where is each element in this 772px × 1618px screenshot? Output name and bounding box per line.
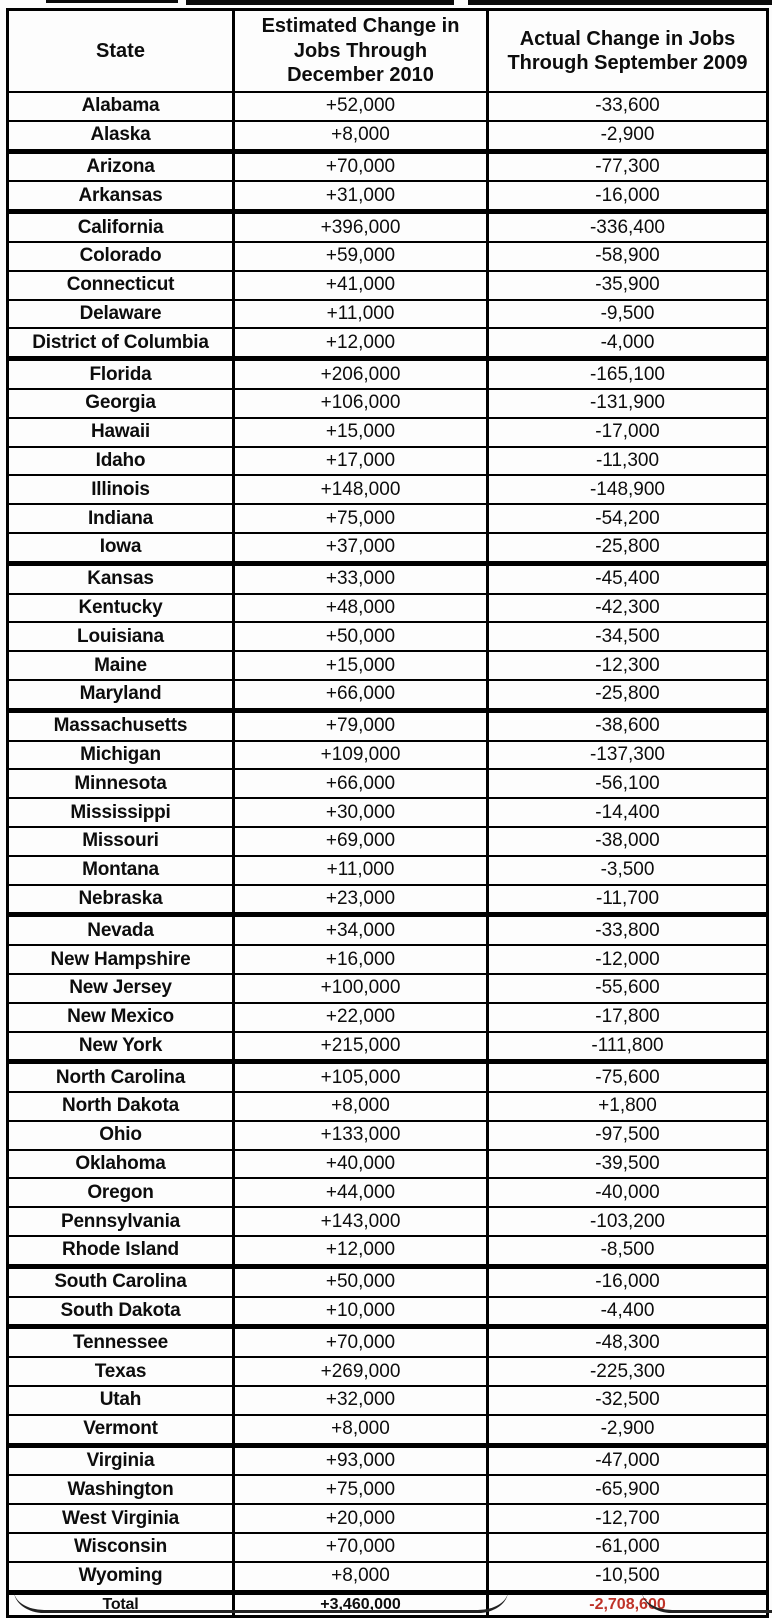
state-cell: Arkansas [8, 181, 234, 211]
state-cell: New Mexico [8, 1003, 234, 1032]
state-cell: Arizona [8, 151, 234, 181]
actual-cell: -38,000 [488, 827, 768, 856]
table-row [8, 328, 768, 358]
actual-cell: -75,600 [488, 1062, 768, 1092]
state-cell: Oklahoma [8, 1150, 234, 1179]
state-cell: Louisiana [8, 622, 234, 651]
estimated-cell: +15,000 [234, 651, 488, 680]
estimated-cell: +396,000 [234, 212, 488, 242]
estimated-cell: +17,000 [234, 447, 488, 476]
state-cell: North Dakota [8, 1092, 234, 1121]
state-cell: Texas [8, 1357, 234, 1386]
actual-cell: -12,000 [488, 945, 768, 974]
table-row [8, 1445, 768, 1475]
estimated-cell: +16,000 [234, 945, 488, 974]
estimated-cell: +8,000 [234, 1092, 488, 1121]
table-row [8, 1297, 768, 1327]
table-row [8, 475, 768, 504]
estimated-cell: +52,000 [234, 92, 488, 121]
estimated-cell: +37,000 [234, 533, 488, 563]
estimated-cell: +93,000 [234, 1445, 488, 1475]
estimated-cell: +32,000 [234, 1386, 488, 1415]
actual-cell: -47,000 [488, 1445, 768, 1475]
total-label-cell: Total [8, 1592, 234, 1616]
actual-cell: -8,500 [488, 1236, 768, 1266]
actual-cell: -54,200 [488, 504, 768, 533]
estimated-cell: +70,000 [234, 1327, 488, 1357]
actual-cell: -17,000 [488, 418, 768, 447]
table-row [8, 504, 768, 533]
state-cell: District of Columbia [8, 328, 234, 358]
estimated-cell: +41,000 [234, 271, 488, 300]
actual-cell: -55,600 [488, 974, 768, 1003]
estimated-cell: +10,000 [234, 1297, 488, 1327]
actual-cell: -32,500 [488, 1386, 768, 1415]
table-row [8, 1003, 768, 1032]
top-edge-artifact [46, 0, 178, 3]
estimated-cell: +34,000 [234, 915, 488, 945]
table-row [8, 710, 768, 740]
actual-cell: -9,500 [488, 300, 768, 329]
estimated-cell: +75,000 [234, 504, 488, 533]
table-row [8, 1504, 768, 1533]
column-header-actual: Actual Change in Jobs Through September 2009 [488, 10, 768, 93]
actual-cell: -131,900 [488, 389, 768, 418]
actual-cell: -12,300 [488, 651, 768, 680]
table-row [8, 1533, 768, 1562]
state-cell: Utah [8, 1386, 234, 1415]
jobs-change-table [6, 8, 769, 1618]
actual-cell: +1,800 [488, 1092, 768, 1121]
state-cell: Indiana [8, 504, 234, 533]
estimated-cell: +143,000 [234, 1207, 488, 1236]
actual-cell: -10,500 [488, 1562, 768, 1592]
state-cell: Washington [8, 1475, 234, 1504]
actual-cell: -3,500 [488, 856, 768, 885]
state-cell: Nevada [8, 915, 234, 945]
estimated-cell: +70,000 [234, 1533, 488, 1562]
state-cell: South Carolina [8, 1266, 234, 1296]
estimated-cell: +31,000 [234, 181, 488, 211]
estimated-cell: +50,000 [234, 622, 488, 651]
state-cell: Florida [8, 359, 234, 389]
table-row [8, 533, 768, 563]
state-cell: Minnesota [8, 769, 234, 798]
table-row [8, 92, 768, 121]
table-row [8, 1092, 768, 1121]
table-row [8, 769, 768, 798]
state-cell: New York [8, 1032, 234, 1062]
top-edge-artifact [186, 0, 454, 5]
total-estimated-cell: +3,460,000 [234, 1592, 488, 1616]
table-row [8, 1327, 768, 1357]
state-cell: California [8, 212, 234, 242]
state-cell: Alabama [8, 92, 234, 121]
table-row [8, 1150, 768, 1179]
estimated-cell: +148,000 [234, 475, 488, 504]
table-row [8, 181, 768, 211]
table-row [8, 741, 768, 770]
actual-cell: -35,900 [488, 271, 768, 300]
state-cell: Iowa [8, 533, 234, 563]
estimated-cell: +23,000 [234, 885, 488, 915]
table-row [8, 856, 768, 885]
estimated-cell: +215,000 [234, 1032, 488, 1062]
state-cell: Maine [8, 651, 234, 680]
actual-cell: -16,000 [488, 181, 768, 211]
actual-cell: -33,800 [488, 915, 768, 945]
estimated-cell: +79,000 [234, 710, 488, 740]
estimated-cell: +22,000 [234, 1003, 488, 1032]
table-row [8, 1207, 768, 1236]
actual-cell: -165,100 [488, 359, 768, 389]
state-cell: Connecticut [8, 271, 234, 300]
state-cell: Massachusetts [8, 710, 234, 740]
table-row [8, 1475, 768, 1504]
table-row [8, 212, 768, 242]
state-cell: Tennessee [8, 1327, 234, 1357]
state-cell: Virginia [8, 1445, 234, 1475]
estimated-cell: +109,000 [234, 741, 488, 770]
table-row [8, 885, 768, 915]
actual-cell: -42,300 [488, 594, 768, 623]
state-cell: Wyoming [8, 1562, 234, 1592]
table-row [8, 1266, 768, 1296]
actual-cell: -56,100 [488, 769, 768, 798]
estimated-cell: +11,000 [234, 300, 488, 329]
estimated-cell: +133,000 [234, 1121, 488, 1150]
actual-cell: -25,800 [488, 533, 768, 563]
actual-cell: -103,200 [488, 1207, 768, 1236]
estimated-cell: +33,000 [234, 563, 488, 593]
actual-cell: -48,300 [488, 1327, 768, 1357]
table-row [8, 151, 768, 181]
estimated-cell: +30,000 [234, 798, 488, 827]
table-row [8, 622, 768, 651]
state-cell: Montana [8, 856, 234, 885]
actual-cell: -39,500 [488, 1150, 768, 1179]
state-cell: New Jersey [8, 974, 234, 1003]
estimated-cell: +50,000 [234, 1266, 488, 1296]
actual-cell: -14,400 [488, 798, 768, 827]
actual-cell: -137,300 [488, 741, 768, 770]
actual-cell: -65,900 [488, 1475, 768, 1504]
state-cell: Michigan [8, 741, 234, 770]
state-cell: Pennsylvania [8, 1207, 234, 1236]
table-row [8, 1236, 768, 1266]
table-row [8, 389, 768, 418]
actual-cell: -40,000 [488, 1178, 768, 1207]
table-row [8, 418, 768, 447]
state-cell: Oregon [8, 1178, 234, 1207]
state-cell: Nebraska [8, 885, 234, 915]
top-edge-artifact [468, 0, 772, 5]
actual-cell: -2,900 [488, 121, 768, 151]
actual-cell: -61,000 [488, 1533, 768, 1562]
state-cell: Idaho [8, 447, 234, 476]
total-actual-cell: -2,708,600 [488, 1592, 768, 1616]
actual-cell: -2,900 [488, 1415, 768, 1445]
column-header-state: State [8, 10, 234, 93]
estimated-cell: +66,000 [234, 680, 488, 710]
table-row [8, 651, 768, 680]
actual-cell: -225,300 [488, 1357, 768, 1386]
table-row [8, 242, 768, 271]
table-body [8, 92, 768, 1592]
state-cell: Maryland [8, 680, 234, 710]
table-row [8, 974, 768, 1003]
state-cell: Delaware [8, 300, 234, 329]
actual-cell: -148,900 [488, 475, 768, 504]
estimated-cell: +48,000 [234, 594, 488, 623]
state-cell: Rhode Island [8, 1236, 234, 1266]
table-row [8, 680, 768, 710]
estimated-cell: +269,000 [234, 1357, 488, 1386]
estimated-cell: +100,000 [234, 974, 488, 1003]
table-row [8, 1415, 768, 1445]
state-cell: Kentucky [8, 594, 234, 623]
estimated-cell: +69,000 [234, 827, 488, 856]
estimated-cell: +20,000 [234, 1504, 488, 1533]
table-row [8, 121, 768, 151]
table-row [8, 945, 768, 974]
estimated-cell: +106,000 [234, 389, 488, 418]
estimated-cell: +12,000 [234, 1236, 488, 1266]
state-cell: Wisconsin [8, 1533, 234, 1562]
state-cell: North Carolina [8, 1062, 234, 1092]
table-row [8, 447, 768, 476]
actual-cell: -38,600 [488, 710, 768, 740]
table-row [8, 1386, 768, 1415]
actual-cell: -4,000 [488, 328, 768, 358]
table-row [8, 1062, 768, 1092]
estimated-cell: +70,000 [234, 151, 488, 181]
table-row [8, 798, 768, 827]
estimated-cell: +66,000 [234, 769, 488, 798]
actual-cell: -33,600 [488, 92, 768, 121]
actual-cell: -11,300 [488, 447, 768, 476]
estimated-cell: +12,000 [234, 328, 488, 358]
state-cell: Georgia [8, 389, 234, 418]
state-cell: Mississippi [8, 798, 234, 827]
estimated-cell: +44,000 [234, 1178, 488, 1207]
estimated-cell: +206,000 [234, 359, 488, 389]
estimated-cell: +40,000 [234, 1150, 488, 1179]
state-cell: Alaska [8, 121, 234, 151]
table-row [8, 1357, 768, 1386]
table-row [8, 359, 768, 389]
state-cell: Vermont [8, 1415, 234, 1445]
state-cell: South Dakota [8, 1297, 234, 1327]
table-header [8, 10, 768, 93]
table-row [8, 827, 768, 856]
estimated-cell: +15,000 [234, 418, 488, 447]
estimated-cell: +59,000 [234, 242, 488, 271]
table-row [8, 594, 768, 623]
estimated-cell: +8,000 [234, 121, 488, 151]
actual-cell: -97,500 [488, 1121, 768, 1150]
table-row [8, 915, 768, 945]
state-cell: Illinois [8, 475, 234, 504]
actual-cell: -58,900 [488, 242, 768, 271]
state-cell: Hawaii [8, 418, 234, 447]
table-row [8, 563, 768, 593]
state-cell: Ohio [8, 1121, 234, 1150]
actual-cell: -336,400 [488, 212, 768, 242]
actual-cell: -77,300 [488, 151, 768, 181]
actual-cell: -45,400 [488, 563, 768, 593]
actual-cell: -11,700 [488, 885, 768, 915]
actual-cell: -25,800 [488, 680, 768, 710]
state-cell: Missouri [8, 827, 234, 856]
actual-cell: -12,700 [488, 1504, 768, 1533]
brace-mark [14, 1586, 508, 1613]
actual-cell: -17,800 [488, 1003, 768, 1032]
header-row [8, 10, 768, 93]
actual-cell: -111,800 [488, 1032, 768, 1062]
state-cell: Kansas [8, 563, 234, 593]
estimated-cell: +8,000 [234, 1562, 488, 1592]
column-header-estimated: Estimated Change in Jobs Through December 2010 [234, 10, 488, 93]
state-cell: New Hampshire [8, 945, 234, 974]
state-cell: West Virginia [8, 1504, 234, 1533]
estimated-cell: +105,000 [234, 1062, 488, 1092]
actual-cell: -4,400 [488, 1297, 768, 1327]
estimated-cell: +8,000 [234, 1415, 488, 1445]
actual-cell: -16,000 [488, 1266, 768, 1296]
table-row [8, 1121, 768, 1150]
table-row [8, 1032, 768, 1062]
estimated-cell: +75,000 [234, 1475, 488, 1504]
actual-cell: -34,500 [488, 622, 768, 651]
state-cell: Colorado [8, 242, 234, 271]
table-row [8, 1178, 768, 1207]
estimated-cell: +11,000 [234, 856, 488, 885]
table-row [8, 271, 768, 300]
table-row [8, 300, 768, 329]
brace-mark [642, 1586, 772, 1613]
